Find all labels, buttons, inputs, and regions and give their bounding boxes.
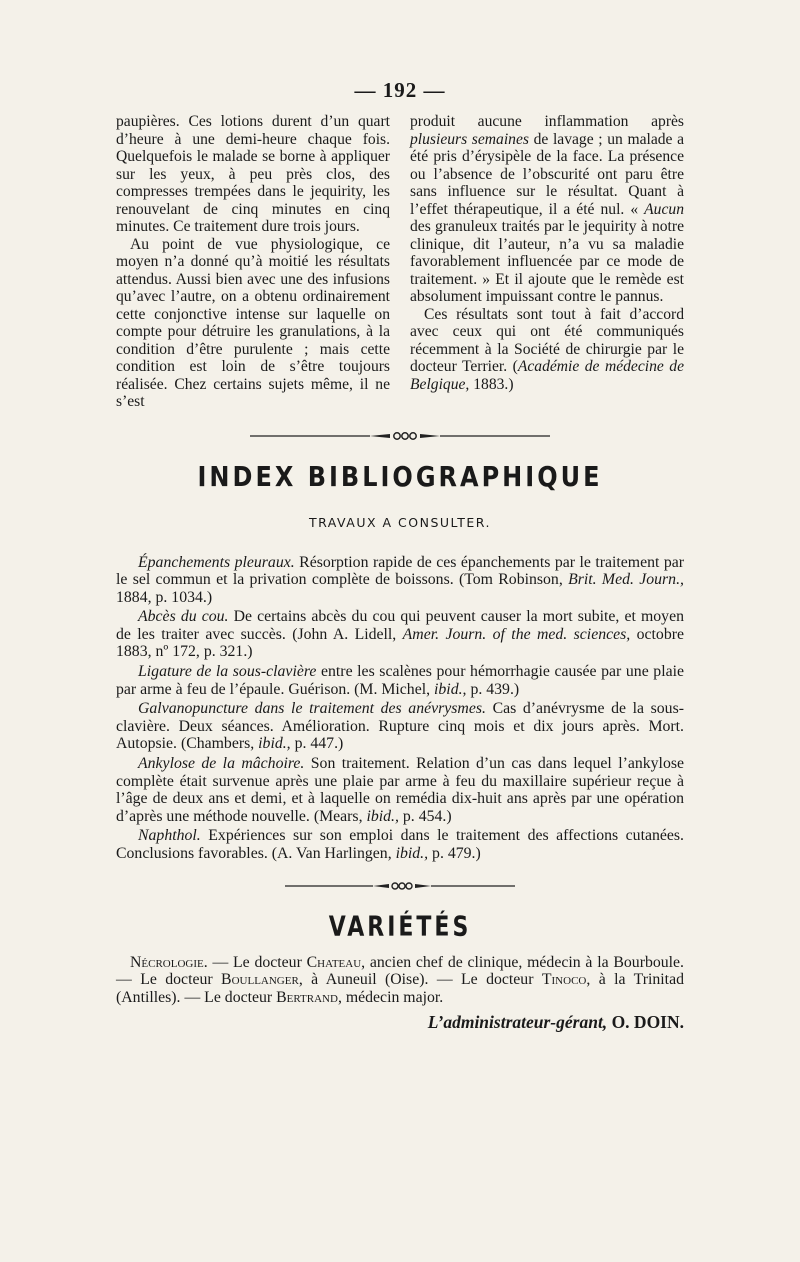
reference-item: Abcès du cou. De certains abcès du cou qui peuvent causer la mort subite, et moyen de les traiter avec succès. (John A. Lidell, Amer. Journ. of the med. sciences, octobre 1883, nº 172, p. 321.) (116, 608, 684, 661)
reference-item: Ligature de la sous-clavière entre les scalènes pour hémorrhagie causée par une plaie par arme à feu de l’épaule. Guérison. (M. Michel, ibid., p. 439.) (116, 663, 684, 698)
ornament-divider-icon (285, 881, 515, 891)
signature-name: O. DOIN. (607, 1012, 684, 1033)
left-paragraph-1: paupières. Ces lotions durent d’un quart d’heure à une demi-heure chaque fois. Quelquefois le malade se borne à appliquer sur les yeux, à peu près clos, des compresses trempées dans le jequirity, les renouvelant de cinq minutes en cinq minutes. Ce traitement dure trois jours. (116, 113, 390, 235)
index-title: INDEX BIBLIOGRAPHIQUE (197, 460, 603, 493)
left-paragraph-2: Au point de vue physiologique, ce moyen n’a donné qu’à moitié les résultats attendus. Aussi bien avec une des infusions qu’avec l’autre, on a obtenu ordinairement cette conjonctive intense sur laquelle on compte pour détruire les granulations, à la condition d’être purulente ; mais cette condition est loin de s’être toujours réalisée. Chez certains sujets même, il ne s’est (116, 235, 390, 410)
signature-role: L’administrateur-gérant, (427, 1012, 608, 1033)
two-column-text (116, 113, 684, 411)
varietes-title: VARIÉTÉS (328, 911, 472, 943)
necrology-paragraph: Nécrologie. — Le docteur Chateau, ancien chef de clinique, médecin à la Bourboule. — Le docteur Boullanger, à Auneuil (Oise). — Le docteur Tinoco, à la Trinitad (Antilles). — Le docteur Bertrand, médecin major. (116, 953, 685, 1006)
ornament-divider-icon (250, 431, 550, 441)
right-paragraph-2: Ces résultats sont tout à fait d’accord avec ceux qui ont été communiqués récemment à la Société de chirurgie par le docteur Terrier. (Académie de médecine de Belgique, 1883.) (410, 305, 684, 393)
necrology-label: Nécrologie. (130, 953, 208, 971)
page-number: — 192 — (354, 78, 446, 102)
right-paragraph-1: produit aucune inflammation après plusieurs semaines de lavage ; un malade a été pris d’érysipèle de la face. La présence ou l’absence de l’obscurité ont paru être sans influence sur le résultat. Quant à l’effet thérapeutique, il a été nul. « Aucun des granuleux traités par le jequirity à notre clinique, dit l’auteur, n’a vu sa maladie favorablement influencée par ce mode de traitement. » Et il ajoute que le remède est absolument impuissant contre le pannus. (410, 113, 685, 305)
reference-list (116, 554, 684, 863)
left-column (116, 113, 390, 411)
page (116, 78, 684, 1033)
index-subtitle: TRAVAUX A CONSULTER. (308, 514, 492, 530)
right-column (410, 113, 684, 411)
reference-item: Épanchements pleuraux. Résorption rapide de ces épanchements par le traitement par le sel commun et la privation complète de boissons. (Tom Robinson, Brit. Med. Journ., 1884, p. 1034.) (116, 553, 684, 606)
reference-item: Ankylose de la mâchoire. Son traitement. Relation d’un cas dans lequel l’ankylose complète était survenue après une plaie par arme à feu du maxillaire supérieur reçue à l’âge de deux ans et demi, et à laquelle on remédia dix-huit ans après par une opération d’après une méthode nouvelle. (Mears, ibid., p. 454.) (116, 755, 684, 825)
reference-item: Galvanopuncture dans le traitement des anévrysmes. Cas d’anévrysme de la sous-clavière. Deux séances. Amélioration. Rupture cinq mois et dix jours après. Mort. Autopsie. (Chambers, ibid., p. 447.) (116, 700, 684, 753)
signature (116, 1012, 684, 1033)
reference-item: Naphthol. Expériences sur son emploi dans le traitement des affections cutanées. Conclusions favorables. (A. Van Harlingen, ibid., p. 479.) (116, 827, 684, 862)
necrology-section (116, 954, 684, 1007)
